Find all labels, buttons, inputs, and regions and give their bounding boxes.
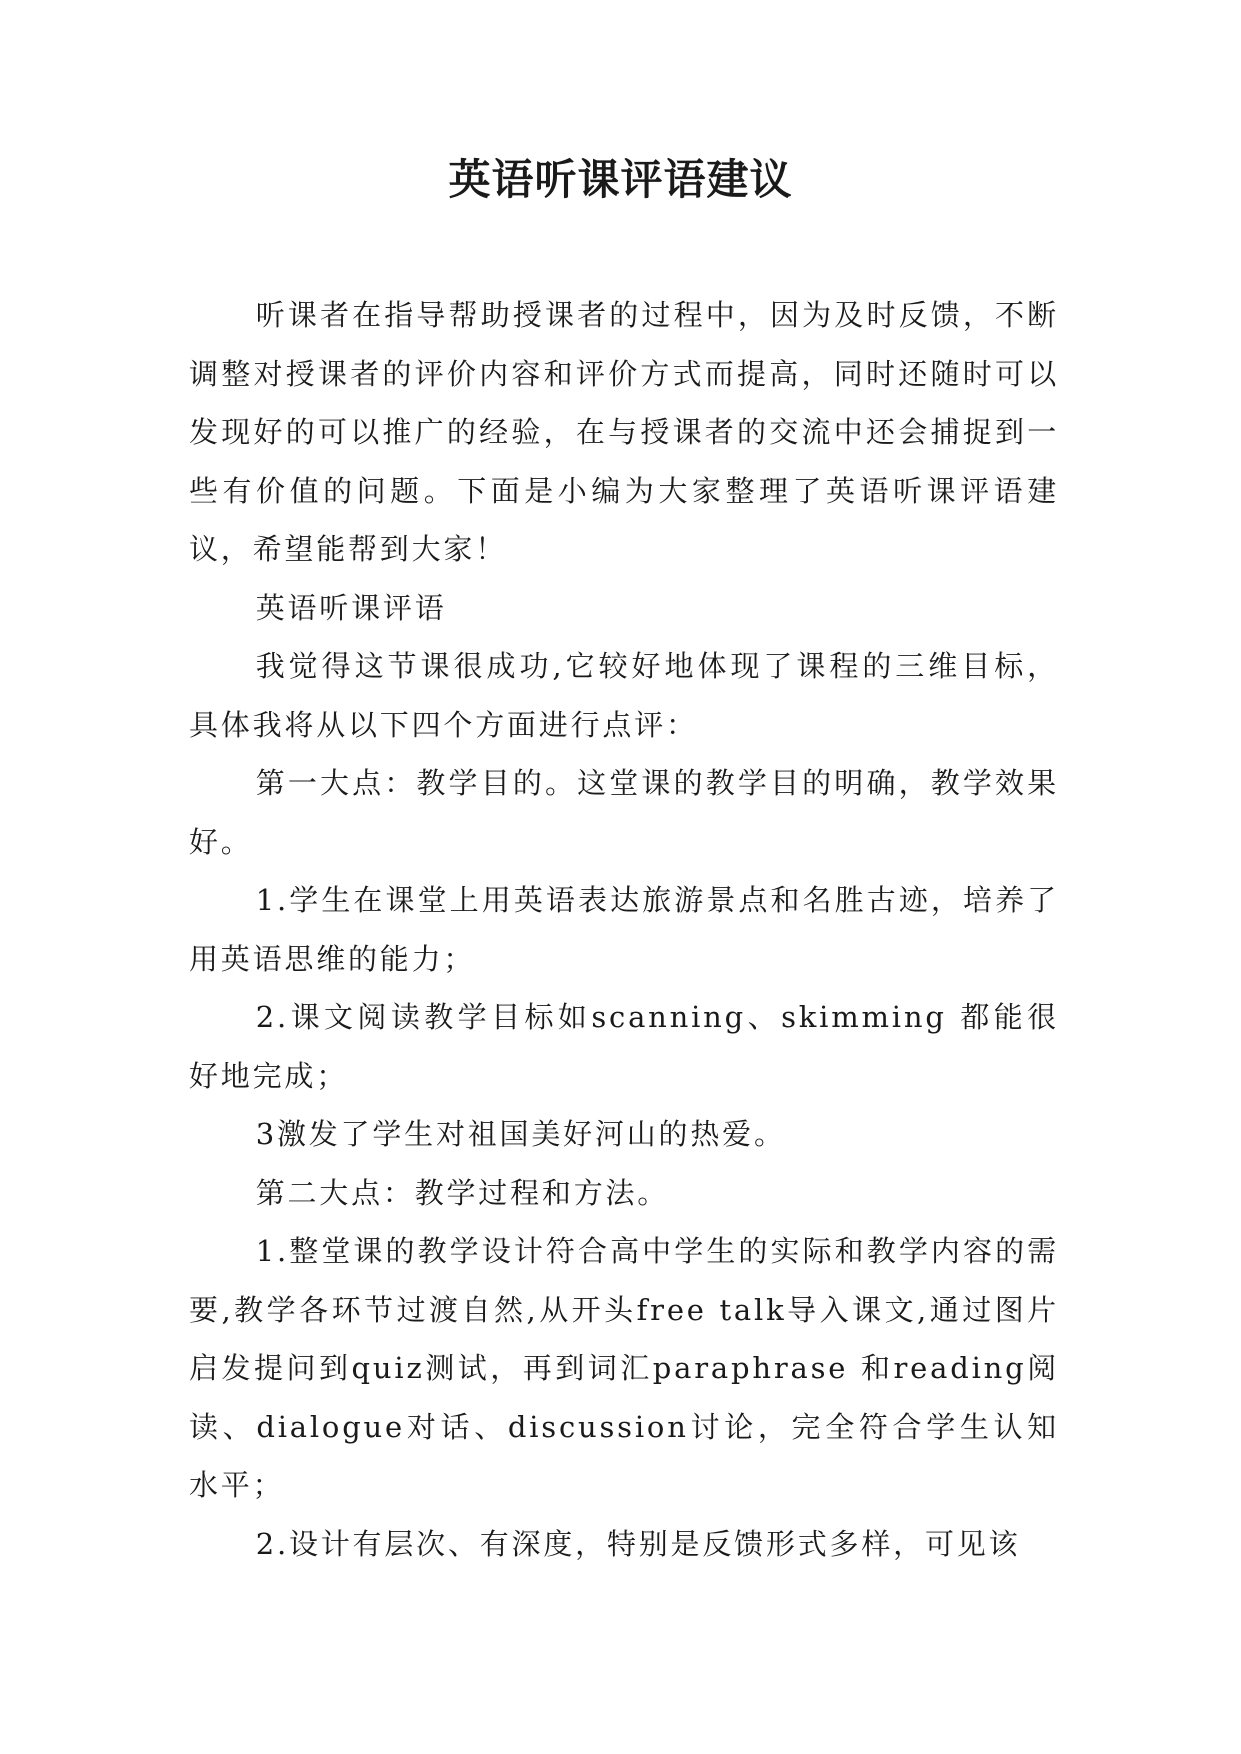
list-item: 2.设计有层次、有深度，特别是反馈形式多样，可见该 [255, 1526, 1021, 1561]
point-heading-1: 第一大点：教学目的。这堂课的教学目的明确，教学效果好。 [189, 766, 1059, 859]
list-item: 1.整堂课的教学设计符合高中学生的实际和教学内容的需要,教学各环节过渡自然,从开头free talk导入课文,通过图片启发提问到quiz测试，再到词汇paraphrase 和reading阅读、dialogue对话、discussion讨论，完全符合学生认知水平； [189, 1234, 1059, 1502]
section-heading: 英语听课评语 [255, 590, 447, 625]
body-paragraph: 我觉得这节课很成功,它较好地体现了课程的三维目标，具体我将从以下四个方面进行点评： [189, 649, 1059, 742]
intro-paragraph: 听课者在指导帮助授课者的过程中，因为及时反馈，不断调整对授课者的评价内容和评价方式而提高，同时还随时可以发现好的可以推广的经验，在与授课者的交流中还会捕捉到一些有价值的问题。下面是小编为大家整理了英语听课评语建议，希望能帮到大家！ [189, 298, 1059, 566]
list-item: 3激发了学生对祖国美好河山的热爱。 [255, 1117, 786, 1151]
document-body [189, 286, 1059, 1573]
list-item: 2.课文阅读教学目标如scanning、skimming 都能很好地完成； [189, 1000, 1059, 1093]
list-item: 1.学生在课堂上用英语表达旅游景点和名胜古迹，培养了用英语思维的能力； [189, 883, 1059, 976]
document-title: 英语听课评语建议 [448, 155, 793, 204]
point-heading-2: 第二大点：教学过程和方法。 [255, 1175, 670, 1210]
